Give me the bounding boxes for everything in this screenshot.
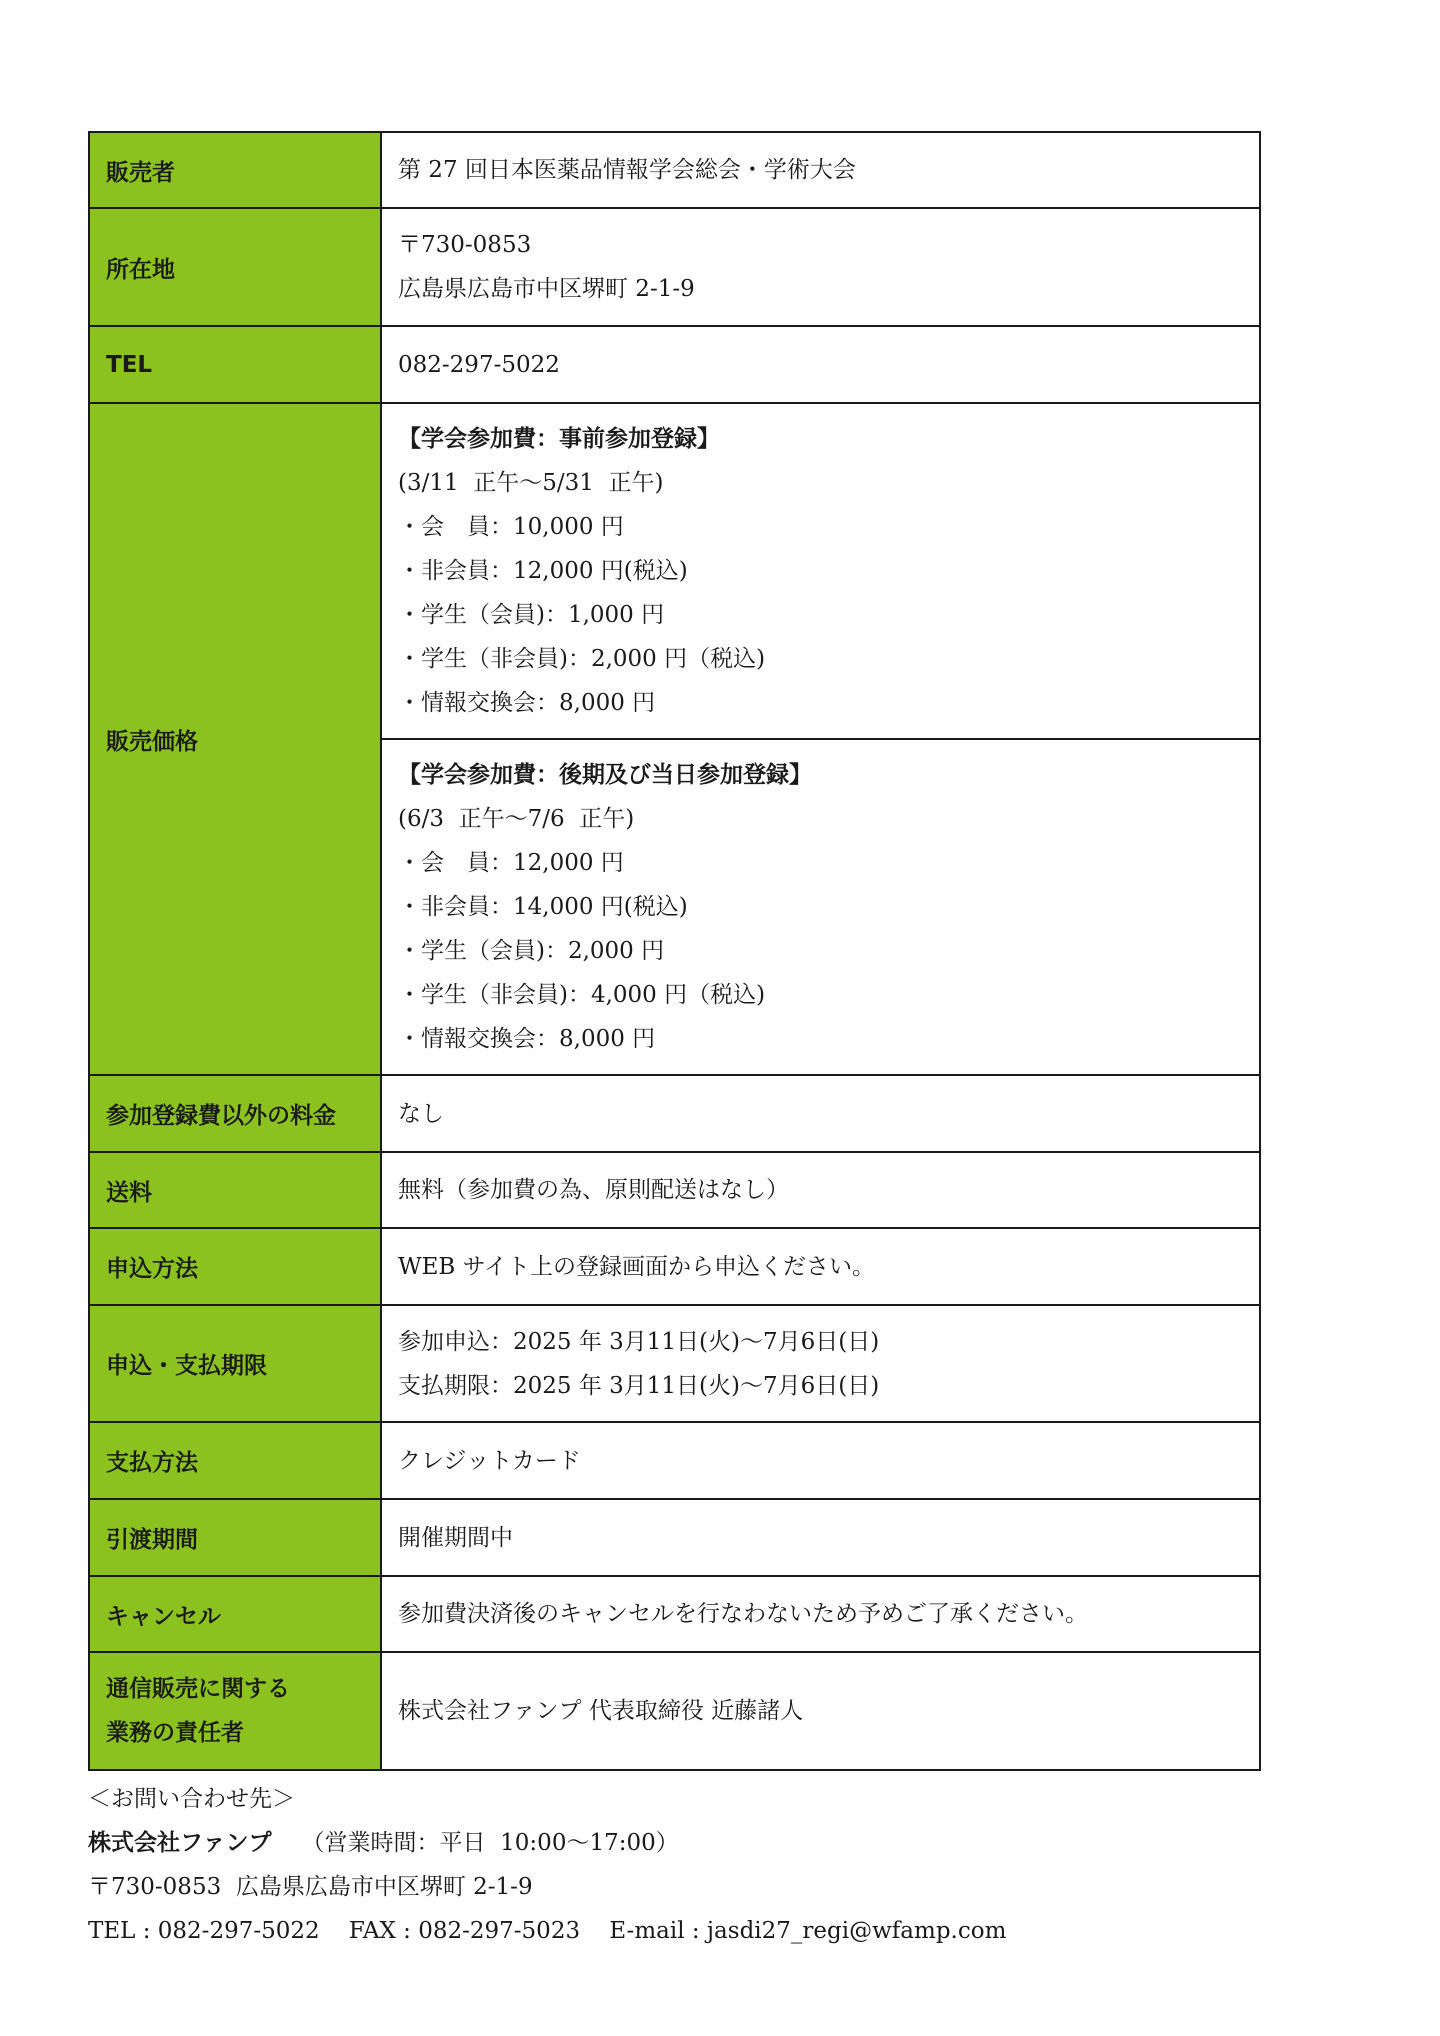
address-postal: 〒730-0853 xyxy=(398,232,532,258)
other-fees-label: 参加登録費以外の料金 xyxy=(89,1075,381,1152)
tel-label: TEL xyxy=(89,326,381,403)
price-late-item: ・学生（会員)：2,000 円 xyxy=(398,938,665,964)
price-early-title: 【学会参加費：事前参加登録】 xyxy=(398,426,720,452)
shipping-value: 無料（参加費の為、原則配送はなし） xyxy=(381,1152,1260,1228)
price-early-period: (3/11 正午～5/31 正午) xyxy=(398,470,664,496)
price-late-item: ・学生（非会員)：4,000 円（税込) xyxy=(398,982,766,1008)
tel-value: 082-297-5022 xyxy=(381,326,1260,403)
contact-footer xyxy=(88,1777,1006,1953)
row-deadline xyxy=(89,1305,1260,1422)
seller-label: 販売者 xyxy=(89,132,381,208)
cancel-label: キャンセル xyxy=(89,1576,381,1652)
row-payment xyxy=(89,1422,1260,1499)
row-cancel xyxy=(89,1576,1260,1652)
price-late-item: ・非会員：14,000 円(税込) xyxy=(398,894,688,920)
row-other-fees xyxy=(89,1075,1260,1152)
price-early-item: ・非会員：12,000 円(税込) xyxy=(398,558,688,584)
price-label: 販売価格 xyxy=(89,403,381,1075)
row-tel xyxy=(89,326,1260,403)
row-apply-method xyxy=(89,1228,1260,1305)
row-shipping xyxy=(89,1152,1260,1228)
price-early-item: ・情報交換会：8,000 円 xyxy=(398,690,656,716)
deadline-value xyxy=(381,1305,1260,1422)
payment-label: 支払方法 xyxy=(89,1422,381,1499)
sales-info-table xyxy=(88,131,1261,1771)
price-late-item: ・会 員：12,000 円 xyxy=(398,850,624,876)
apply-method-value: WEB サイト上の登録画面から申込ください。 xyxy=(381,1228,1260,1305)
price-late-block xyxy=(381,739,1260,1075)
contact-heading: ＜お問い合わせ先＞ xyxy=(88,1786,295,1812)
deadline-payment-line: 支払期限：2025 年 3月11日(火)～7月6日(日) xyxy=(398,1372,880,1399)
seller-value: 第 27 回日本医薬品情報学会総会・学術大会 xyxy=(381,132,1260,208)
other-fees-value: なし xyxy=(381,1075,1260,1152)
address-street: 広島県広島市中区堺町 2-1-9 xyxy=(398,276,695,302)
price-early-item: ・学生（会員)：1,000 円 xyxy=(398,602,665,628)
responsible-label-line1: 通信販売に関する xyxy=(106,1676,290,1702)
contact-hours: （営業時間：平日 10:00～17:00） xyxy=(301,1830,679,1856)
row-responsible xyxy=(89,1652,1260,1770)
price-late-item: ・情報交換会：8,000 円 xyxy=(398,1026,656,1052)
responsible-label-line2: 業務の責任者 xyxy=(106,1720,244,1746)
price-late-period: (6/3 正午～7/6 正午) xyxy=(398,806,635,832)
address-value xyxy=(381,208,1260,326)
deadline-label: 申込・支払期限 xyxy=(89,1305,381,1422)
shipping-label: 送料 xyxy=(89,1152,381,1228)
payment-value: クレジットカード xyxy=(381,1422,1260,1499)
row-delivery xyxy=(89,1499,1260,1576)
contact-address: 〒730-0853 広島県広島市中区堺町 2-1-9 xyxy=(88,1874,533,1900)
contact-company-line xyxy=(88,1821,1006,1865)
price-early-item: ・会 員：10,000 円 xyxy=(398,514,624,540)
price-early-block xyxy=(381,403,1260,739)
price-early-item: ・学生（非会員)：2,000 円（税込) xyxy=(398,646,766,672)
row-price-early xyxy=(89,403,1260,739)
delivery-value: 開催期間中 xyxy=(381,1499,1260,1576)
responsible-label xyxy=(89,1652,381,1770)
apply-method-label: 申込方法 xyxy=(89,1228,381,1305)
responsible-value: 株式会社ファンプ 代表取締役 近藤諸人 xyxy=(381,1652,1260,1770)
deadline-apply-line: 参加申込：2025 年 3月11日(火)～7月6日(日) xyxy=(398,1328,880,1355)
cancel-value: 参加費決済後のキャンセルを行なわないため予めご了承ください。 xyxy=(381,1576,1260,1652)
row-seller xyxy=(89,132,1260,208)
address-label: 所在地 xyxy=(89,208,381,326)
contact-details: TEL : 082-297-5022 FAX : 082-297-5023 E-mail : jasdi27_regi@wfamp.com xyxy=(88,1918,1007,1944)
price-late-title: 【学会参加費：後期及び当日参加登録】 xyxy=(398,762,812,788)
row-address xyxy=(89,208,1260,326)
contact-company: 株式会社ファンプ xyxy=(88,1830,272,1856)
delivery-label: 引渡期間 xyxy=(89,1499,381,1576)
